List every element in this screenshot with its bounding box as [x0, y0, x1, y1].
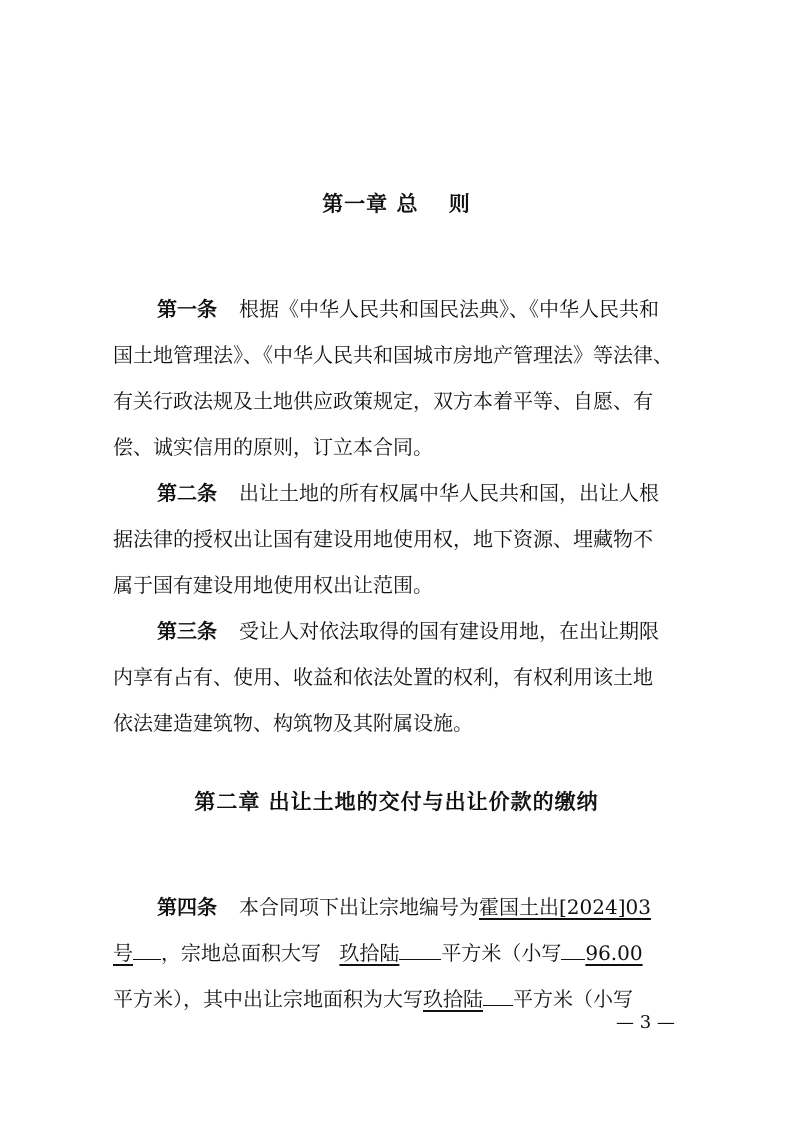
parcel-number-suffix: 号 [113, 941, 133, 965]
article-3-line-2: 内享有占有、使用、收益和依法处置的权利，有权利用该土地 [113, 665, 653, 689]
article-4-text-4: 平方米），其中出让宗地面积为大写 [113, 987, 423, 1011]
total-area-number-field: 96.00 [585, 941, 643, 965]
article-4-text-3: 平方米（小写 [441, 941, 562, 965]
underline-blank [561, 941, 585, 960]
article-3-text-1: 受让人对依法取得的国有建设用地，在出让期限 [239, 619, 659, 643]
article-2-label: 第二条 [157, 481, 217, 505]
article-4-label: 第四条 [157, 895, 217, 919]
total-area-words-field: 玖拾陆 [339, 941, 400, 965]
chapter-2-title: 第二章 出让土地的交付与出让价款的缴纳 [194, 790, 599, 814]
article-2-line-1 [157, 480, 659, 506]
article-1-line-2: 国土地管理法》、《中华人民共和国城市房地产管理法》等法律、 [113, 343, 673, 367]
chapter-1-title: 第一章 总 则 [322, 192, 471, 216]
article-3-line-3: 依法建造建筑物、构筑物及其附属设施。 [113, 711, 473, 735]
underline-blank [399, 941, 441, 960]
article-3-label: 第三条 [157, 619, 217, 643]
sale-area-words-field: 玖拾陆 [423, 987, 483, 1011]
article-4-text-5: 平方米（小写 [513, 987, 633, 1011]
article-2-line-2: 据法律的授权出让国有建设用地使用权，地下资源、埋藏物不 [113, 527, 653, 551]
article-4-text-2: ，宗地总面积大写 [161, 941, 321, 965]
underline-blank [133, 941, 161, 960]
underline-blank [483, 987, 513, 1006]
parcel-number-field: 霍国土出[2024]03 [479, 895, 651, 919]
article-2-text-1: 出让土地的所有权属中华人民共和国，出让人根 [239, 481, 659, 505]
article-1-label: 第一条 [157, 297, 217, 321]
article-1-line-3: 有关行政法规及土地供应政策规定，双方本着平等、自愿、有 [113, 389, 653, 413]
article-3-line-1 [157, 618, 659, 644]
article-4-line-1 [157, 894, 651, 920]
article-4-text-1: 本合同项下出让宗地编号为 [239, 895, 479, 919]
article-4-line-3 [113, 986, 633, 1012]
article-1-line-1 [157, 296, 659, 322]
article-1-line-4: 偿、诚实信用的原则，订立本合同。 [113, 435, 433, 459]
article-1-text-1: 根据《中华人民共和国民法典》、《中华人民共和 [239, 297, 659, 321]
article-2-line-3: 属于国有建设用地使用权出让范围。 [113, 573, 433, 597]
page-number: — 3 — [616, 1012, 675, 1033]
article-4-line-2 [113, 940, 643, 966]
